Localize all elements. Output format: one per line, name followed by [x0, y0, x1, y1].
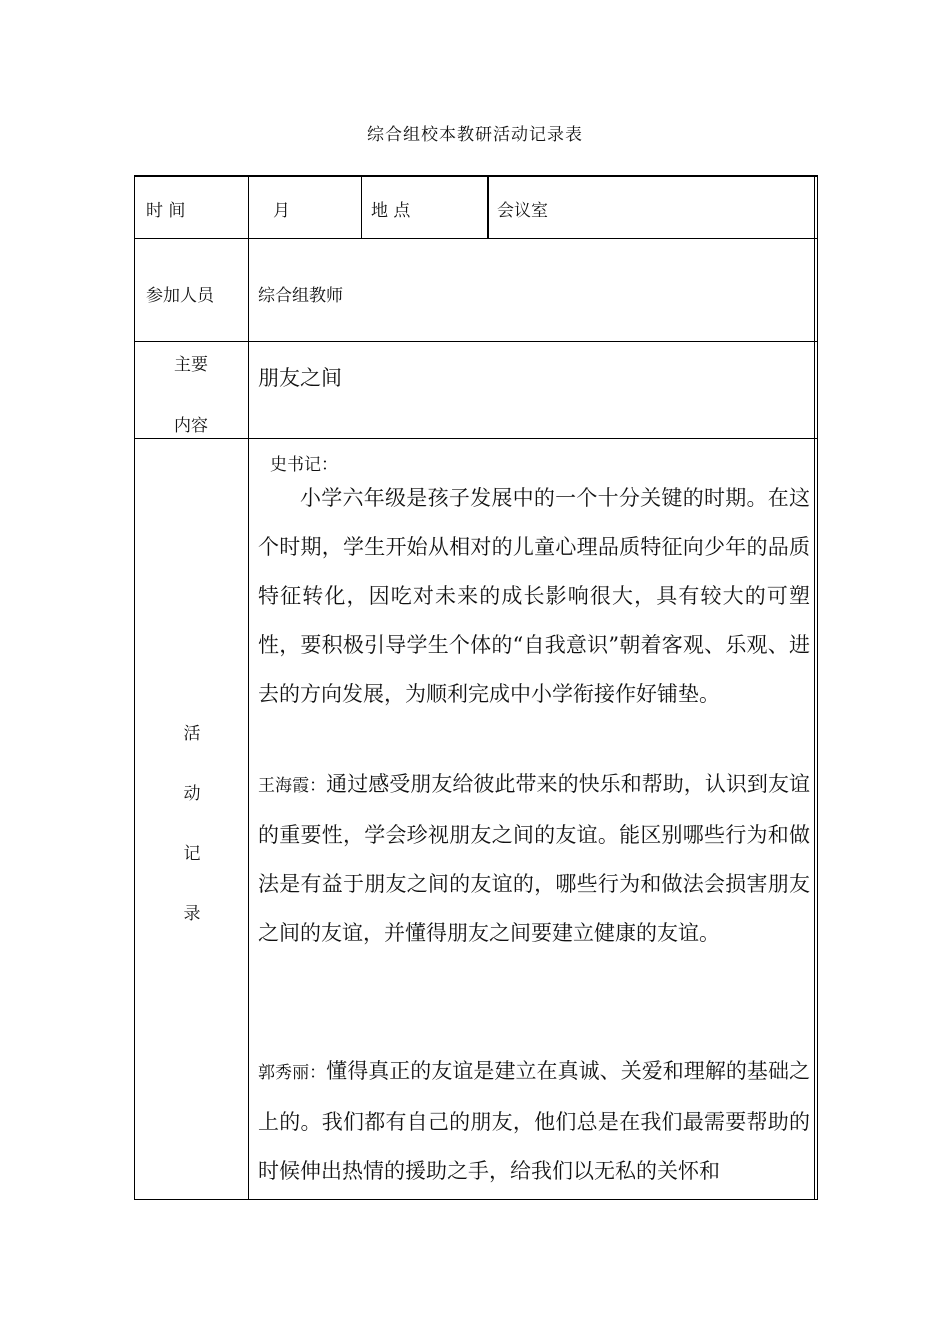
table-border-right-outer — [817, 175, 818, 1200]
content-label-line2: 内容 — [174, 416, 208, 436]
table-border-left — [134, 175, 135, 1200]
content-label-line1: 主要 — [174, 355, 208, 375]
participants-value: 综合组教师 — [258, 286, 343, 306]
content-value: 朋友之间 — [258, 366, 342, 390]
record-speaker: 史书记： — [270, 455, 338, 475]
record-speaker: 王海霞： — [258, 776, 327, 796]
participants-label: 参加人员 — [146, 286, 214, 306]
record-entry — [258, 1047, 810, 1197]
table-row-divider — [134, 341, 817, 342]
time-label: 时 间 — [146, 201, 186, 221]
record-text: 通过感受朋友给彼此带来的快乐和帮助，认识到友谊的重要性，学会珍视朋友之间的友谊。能区别哪些行为和做法是有益于朋友之间的友谊的，哪些行为和做法会损害朋友之间的友谊，并懂得朋友之间要建立健康的友谊。 — [258, 772, 811, 945]
record-label-char: 录 — [183, 904, 201, 924]
table-col-divider — [248, 175, 249, 1200]
table-border-top — [134, 175, 817, 177]
table-border-right — [814, 175, 815, 1200]
record-text: 懂得真正的友谊是建立在真诚、关爱和理解的基础之上的。我们都有自己的朋友，他们总是在我们最需要帮助的时候伸出热情的援助之手，给我们以无私的关怀和 — [258, 1059, 810, 1183]
table-row-divider — [134, 238, 817, 239]
record-label-char: 记 — [183, 844, 201, 864]
time-value: 月 — [273, 201, 290, 221]
place-value: 会议室 — [497, 201, 548, 221]
table-col-divider — [361, 175, 362, 239]
place-label: 地 点 — [371, 201, 411, 221]
record-entry — [258, 760, 810, 958]
record-label-char: 动 — [183, 784, 201, 804]
record-label-char: 活 — [183, 724, 201, 744]
table-row-divider — [134, 438, 817, 439]
document-title: 综合组校本教研活动记录表 — [367, 125, 583, 145]
table-col-divider — [487, 175, 489, 239]
record-text: 小学六年级是孩子发展中的一个十分关键的时期。在这个时期，学生开始从相对的儿童心理品质特征向少年的品质特征转化，因吃对未来的成长影响很大，具有较大的可塑性，要积极引导学生个体的“自我意识”朝着客观、乐观、进去的方向发展，为顺利完成中小学衔接作好铺垫。 — [258, 486, 810, 706]
table-border-bottom — [134, 1199, 817, 1200]
record-speaker: 郭秀丽： — [258, 1063, 327, 1083]
